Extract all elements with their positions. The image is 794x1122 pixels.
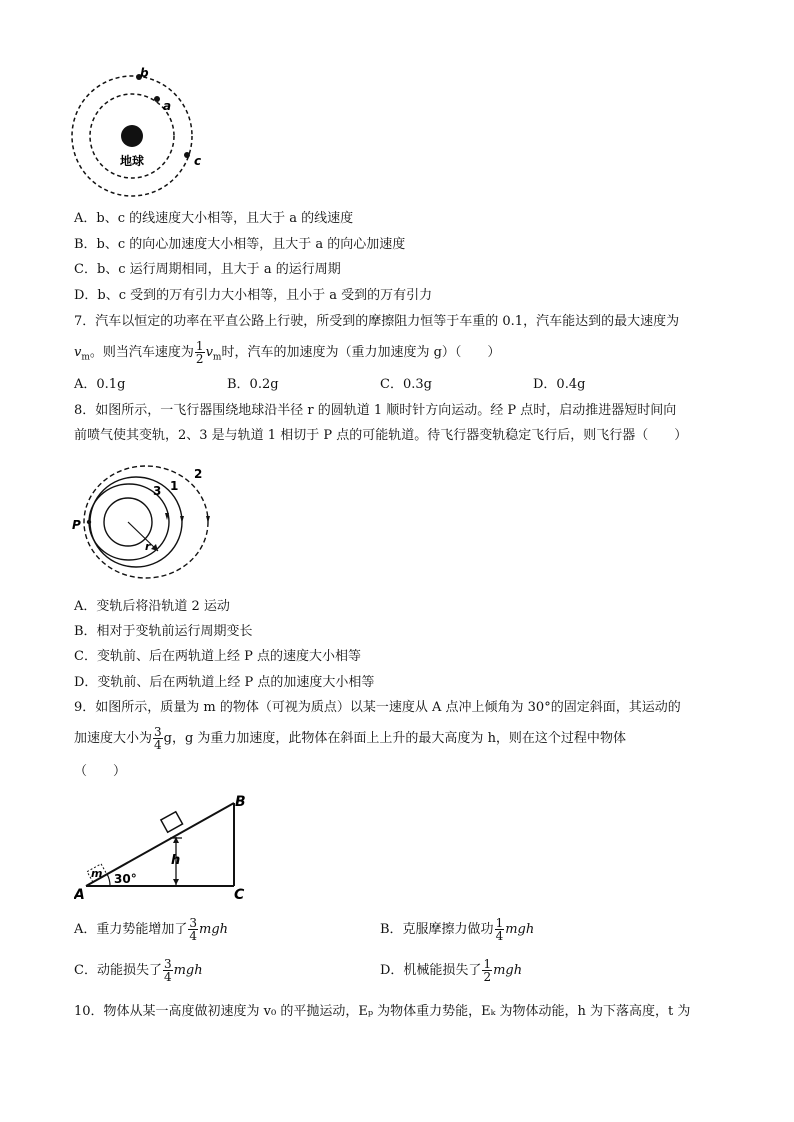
q9-fraction: $\frac{3}{4}$: [154, 725, 162, 752]
label-c: c: [194, 154, 202, 168]
q9-option-d: D．机械能损失了 $\frac{1}{2}$ mgh: [380, 957, 523, 984]
earth-label: 地球: [119, 154, 145, 168]
q8-option-b: B．相对于变轨前运行周期变长: [74, 624, 253, 639]
point-p-label: P: [72, 518, 81, 532]
radius-r-label: r: [145, 540, 151, 553]
q8-option-c: C．变轨前、后在两轨道上经 P 点的速度大小相等: [74, 649, 361, 664]
q7-stem-line2: $v_m$。则当汽车速度为 $\frac{1}{2}$ $v_m$时，汽车的加速度为（重力加速度为 g）（ ）: [74, 339, 501, 366]
orbit-figure-2: [68, 456, 218, 586]
point-a-label: A: [74, 887, 85, 903]
q7-stem-line1: 7．汽车以恒定的功率在平直公路上行驶，所受到的摩擦阻力恒等于车重的 0.1，汽车能达到的最大速度为: [74, 314, 680, 329]
q9-stem-line1: 9．如图所示，质量为 m 的物体（可视为质点）以某一速度从 A 点冲上倾角为 30°的固定斜面，其运动的: [74, 700, 681, 715]
q8-option-a: A．变轨后将沿轨道 2 运动: [74, 599, 230, 614]
label-b: b: [140, 66, 149, 80]
height-h-label: h: [171, 853, 181, 868]
q7-option-a: A．0.1g: [74, 377, 126, 392]
q8-option-d: D．变轨前、后在两轨道上经 P 点的加速度大小相等: [74, 675, 375, 690]
q6-option-a: A．b、c 的线速度大小相等，且大于 a 的线速度: [74, 211, 354, 226]
q6-option-d: D．b、c 受到的万有引力大小相等，且小于 a 受到的万有引力: [74, 288, 433, 303]
q9-option-a: A．重力势能增加了 $\frac{3}{4}$ mgh: [74, 916, 229, 943]
q7-option-c: C．0.3g: [380, 377, 432, 392]
mass-m-label: m: [91, 867, 103, 880]
q8-stem-line2: 前喷气使其变轨，2、3 是与轨道 1 相切于 P 点的可能轨道。待飞行器变轨稳定飞行后，则飞行器（ ）: [74, 428, 688, 443]
q9-stem-line2: 加速度大小为 $\frac{3}{4}$ g，g 为重力加速度，此物体在斜面上上升的最大高度为 h，则在这个过程中物体: [74, 725, 626, 752]
orbit-3-label: 3: [153, 484, 162, 498]
q9-stem-line3: （ ）: [74, 764, 127, 779]
q8-stem-line1: 8．如图所示，一飞行器围绕地球沿半径 r 的圆轨道 1 顺时针方向运动。经 P 点时，启动推进器短时间向: [74, 403, 677, 418]
q7-option-d: D．0.4g: [533, 377, 586, 392]
q6-option-b: B．b、c 的向心加速度大小相等，且大于 a 的向心加速度: [74, 237, 406, 252]
orbit-2-label: 2: [194, 467, 203, 481]
q6-option-c: C．b、c 运行周期相同，且大于 a 的运行周期: [74, 262, 341, 277]
q9-option-b: B．克服摩擦力做功 $\frac{1}{4}$ mgh: [380, 916, 535, 943]
point-b-label: B: [235, 794, 246, 810]
orbit-1-label: 1: [170, 479, 179, 493]
point-c-label: C: [234, 887, 245, 903]
q10-stem-line1: 10．物体从某一高度做初速度为 v₀ 的平抛运动，Eₚ 为物体重力势能，Eₖ 为物体动能，h 为下落高度，t 为: [74, 1004, 691, 1019]
q7-option-b: B．0.2g: [227, 377, 279, 392]
incline-figure: [74, 793, 264, 903]
angle-label: 30°: [114, 872, 137, 886]
q7-fraction: $\frac{1}{2}$: [195, 339, 204, 366]
q9-option-c: C．动能损失了 $\frac{3}{4}$ mgh: [74, 957, 203, 984]
orbit-figure-1: [70, 66, 210, 201]
label-a: a: [163, 99, 172, 113]
